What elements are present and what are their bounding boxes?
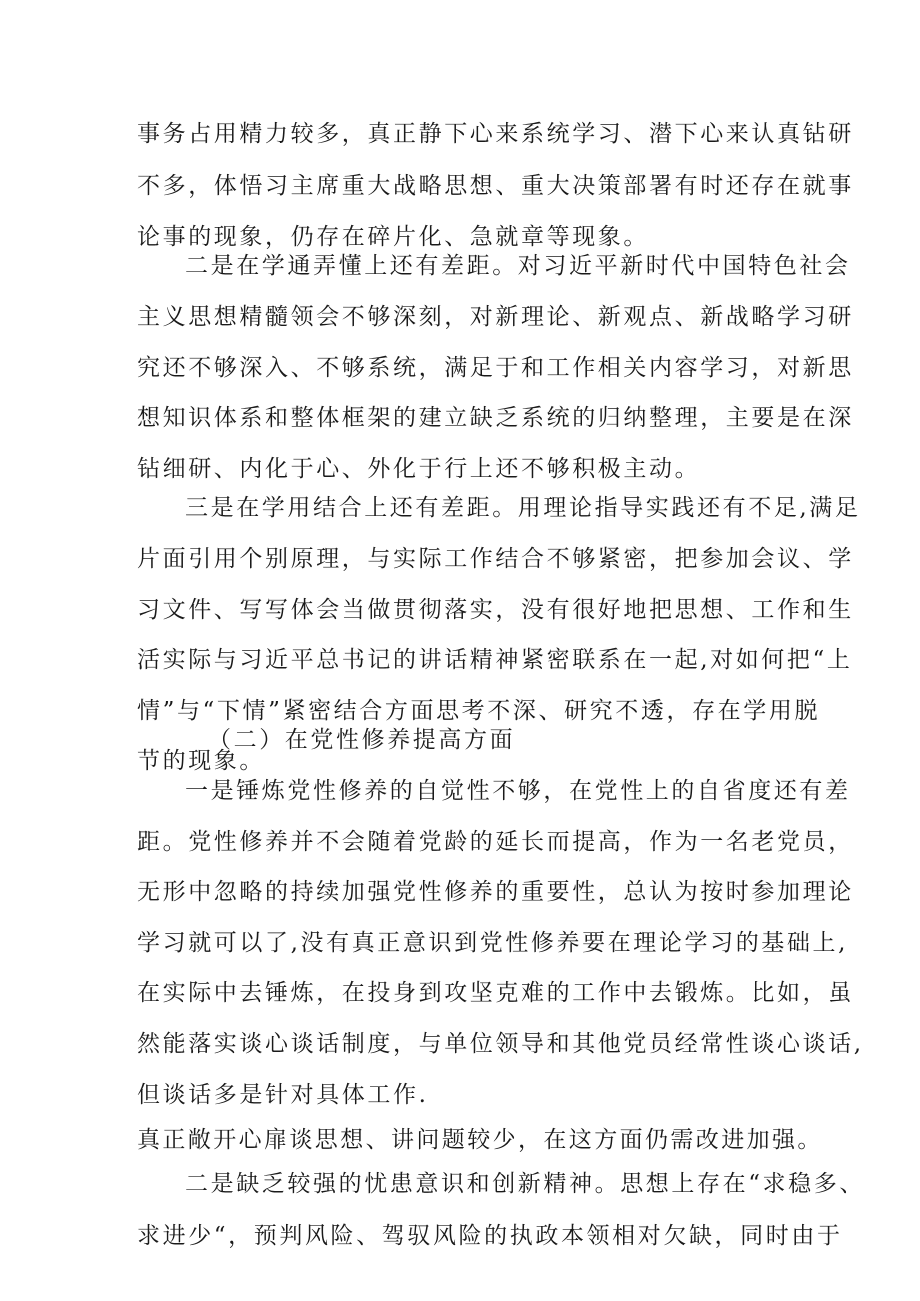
- text-line: 片面引用个别原理，与实际工作结合不够紧密，把参加会议、学: [137, 546, 854, 572]
- text-line: 究还不够深入、不够系统，满足于和工作相关内容学习，对新思: [137, 355, 854, 381]
- text-line: 求进少“，预判风险、驾驭风险的执政本领相对欠缺，同时由于: [137, 1223, 843, 1249]
- paragraph-start: 三是在学用结合上还有差距。用理论指导实践还有不足,满足: [185, 495, 861, 521]
- text-line: 主义思想精髓领会不够深刻，对新理论、新观点、新战略学习研: [137, 304, 854, 330]
- text-line: 论事的现象，仍存在碎片化、急就章等现象。: [137, 224, 649, 250]
- text-line: 情”与“下情”紧密结合方面思考不深、研究不透，存在学用脱: [137, 698, 821, 724]
- paragraph-start: 二是缺乏较强的忧患意识和创新精神。思想上存在“求稳多、: [185, 1171, 865, 1197]
- text-line: 节的现象。: [137, 748, 265, 774]
- text-line: 真正敞开心扉谈思想、讲问题较少，在这方面仍需改进加强。: [137, 1127, 823, 1153]
- text-line: 在实际中去锤炼，在投身到攻坚克难的工作中去锻炼。比如，虽: [137, 980, 854, 1006]
- text-line: 习文件、写写体会当做贯彻落实，没有很好地把思想、工作和生: [137, 597, 854, 623]
- text-line: 活实际与习近平总书记的讲话精神紧密联系在一起,对如何把“上: [137, 647, 853, 673]
- text-line: 无形中忽略的持续加强党性修养的重要性，总认为按时参加理论: [137, 879, 854, 905]
- text-line: 学习就可以了,没有真正意识到党性修养要在理论学习的基础上,: [137, 930, 849, 956]
- text-line: 但谈话多是针对具体工作.: [137, 1082, 429, 1108]
- text-line: 钻细研、内化于心、外化于行上还不够积极主动。: [137, 456, 701, 482]
- paragraph-start: 一是锤炼党性修养的自觉性不够，在党性上的自省度还有差: [185, 778, 851, 804]
- text-line: 然能落实谈心谈话制度，与单位领导和其他党员经常性谈心谈话,: [137, 1031, 864, 1057]
- section-heading: （二）在党性修养提高方面: [208, 727, 516, 753]
- text-line: 想知识体系和整体框架的建立缺乏系统的归纳整理，主要是在深: [137, 405, 854, 431]
- text-line: 事务占用精力较多，真正静下心来系统学习、潜下心来认真钻研: [137, 121, 854, 147]
- text-line: 不多，体悟习主席重大战略思想、重大决策部署有时还存在就事: [137, 173, 854, 199]
- text-line: 距。党性修养并不会随着党龄的延长而提高，作为一名老党员，: [137, 829, 854, 855]
- paragraph-start: 二是在学通弄懂上还有差距。对习近平新时代中国特色社会: [185, 253, 851, 279]
